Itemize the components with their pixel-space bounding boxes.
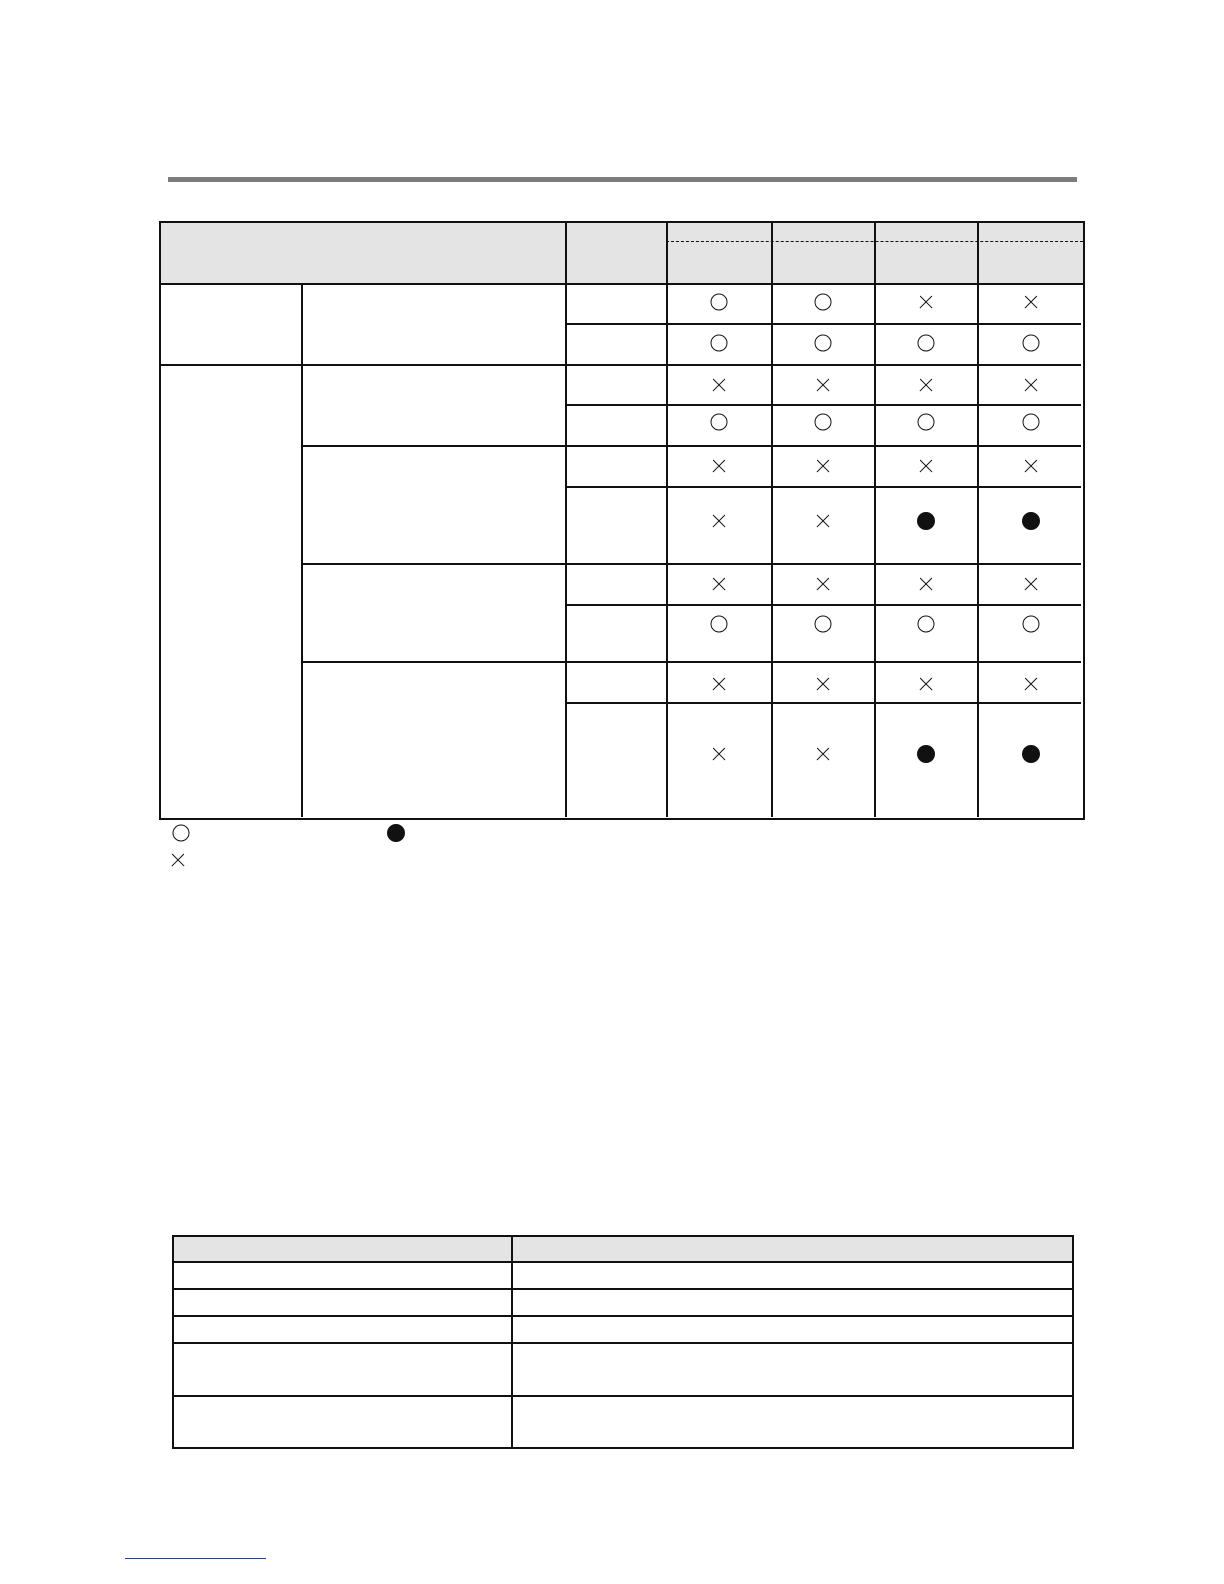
open-symbol-icon bbox=[815, 294, 832, 311]
reference-table-row-divider bbox=[174, 1395, 1072, 1397]
cross-symbol-icon bbox=[712, 747, 727, 762]
reference-table-header bbox=[174, 1237, 1072, 1262]
cross-symbol-icon bbox=[816, 577, 831, 592]
row-divider bbox=[159, 364, 1081, 366]
open-symbol-icon bbox=[815, 335, 832, 352]
row-divider bbox=[565, 404, 1081, 406]
cross-symbol-icon bbox=[919, 459, 934, 474]
cross-symbol-icon bbox=[816, 747, 831, 762]
filled-symbol-icon bbox=[1022, 512, 1040, 530]
cross-symbol-icon bbox=[1024, 378, 1039, 393]
open-symbol-icon bbox=[711, 335, 728, 352]
row-divider bbox=[565, 702, 1081, 704]
legend-open-symbol-icon bbox=[173, 825, 190, 842]
legend-filled-symbol-icon bbox=[387, 824, 405, 842]
column-divider bbox=[874, 223, 876, 817]
row-divider bbox=[301, 563, 1081, 565]
cross-symbol-icon bbox=[712, 577, 727, 592]
filled-symbol-icon bbox=[917, 512, 935, 530]
open-symbol-icon bbox=[1023, 335, 1040, 352]
cross-symbol-icon bbox=[919, 677, 934, 692]
open-symbol-icon bbox=[918, 414, 935, 431]
row-divider bbox=[565, 604, 1081, 606]
cross-symbol-icon bbox=[712, 459, 727, 474]
cross-symbol-icon bbox=[712, 514, 727, 529]
subheader-dashed-line bbox=[666, 241, 1083, 242]
row-divider bbox=[301, 445, 1081, 447]
open-symbol-icon bbox=[815, 414, 832, 431]
open-symbol-icon bbox=[711, 294, 728, 311]
reference-table-row-divider bbox=[174, 1315, 1072, 1317]
row-divider bbox=[565, 323, 1081, 325]
reference-table-row-divider bbox=[174, 1342, 1072, 1344]
column-divider bbox=[565, 223, 567, 817]
column-divider bbox=[666, 223, 668, 817]
legend-cross-symbol-icon bbox=[171, 853, 186, 868]
reference-table-row-divider bbox=[174, 1261, 1072, 1263]
cross-symbol-icon bbox=[919, 577, 934, 592]
column-divider bbox=[771, 223, 773, 817]
reference-table bbox=[172, 1235, 1074, 1449]
open-symbol-icon bbox=[711, 616, 728, 633]
table-header-background bbox=[161, 223, 1083, 283]
filled-symbol-icon bbox=[917, 745, 935, 763]
cross-symbol-icon bbox=[1024, 295, 1039, 310]
column-divider bbox=[977, 223, 979, 817]
filled-symbol-icon bbox=[1022, 745, 1040, 763]
open-symbol-icon bbox=[918, 616, 935, 633]
open-symbol-icon bbox=[711, 414, 728, 431]
cross-symbol-icon bbox=[712, 378, 727, 393]
open-symbol-icon bbox=[918, 335, 935, 352]
footer-link-underline[interactable] bbox=[125, 1558, 266, 1559]
cross-symbol-icon bbox=[816, 378, 831, 393]
row-divider bbox=[301, 661, 1081, 663]
open-symbol-icon bbox=[1023, 414, 1040, 431]
open-symbol-icon bbox=[1023, 616, 1040, 633]
header-bottom-line bbox=[161, 283, 1083, 285]
reference-table-row-divider bbox=[174, 1288, 1072, 1290]
cross-symbol-icon bbox=[1024, 459, 1039, 474]
cross-symbol-icon bbox=[712, 677, 727, 692]
cross-symbol-icon bbox=[919, 295, 934, 310]
section-rule bbox=[168, 177, 1077, 182]
cross-symbol-icon bbox=[816, 677, 831, 692]
cross-symbol-icon bbox=[816, 514, 831, 529]
compatibility-table bbox=[159, 221, 1085, 820]
open-symbol-icon bbox=[815, 616, 832, 633]
cross-symbol-icon bbox=[816, 459, 831, 474]
cross-symbol-icon bbox=[1024, 577, 1039, 592]
cross-symbol-icon bbox=[1024, 677, 1039, 692]
cross-symbol-icon bbox=[919, 378, 934, 393]
row-divider bbox=[565, 486, 1081, 488]
